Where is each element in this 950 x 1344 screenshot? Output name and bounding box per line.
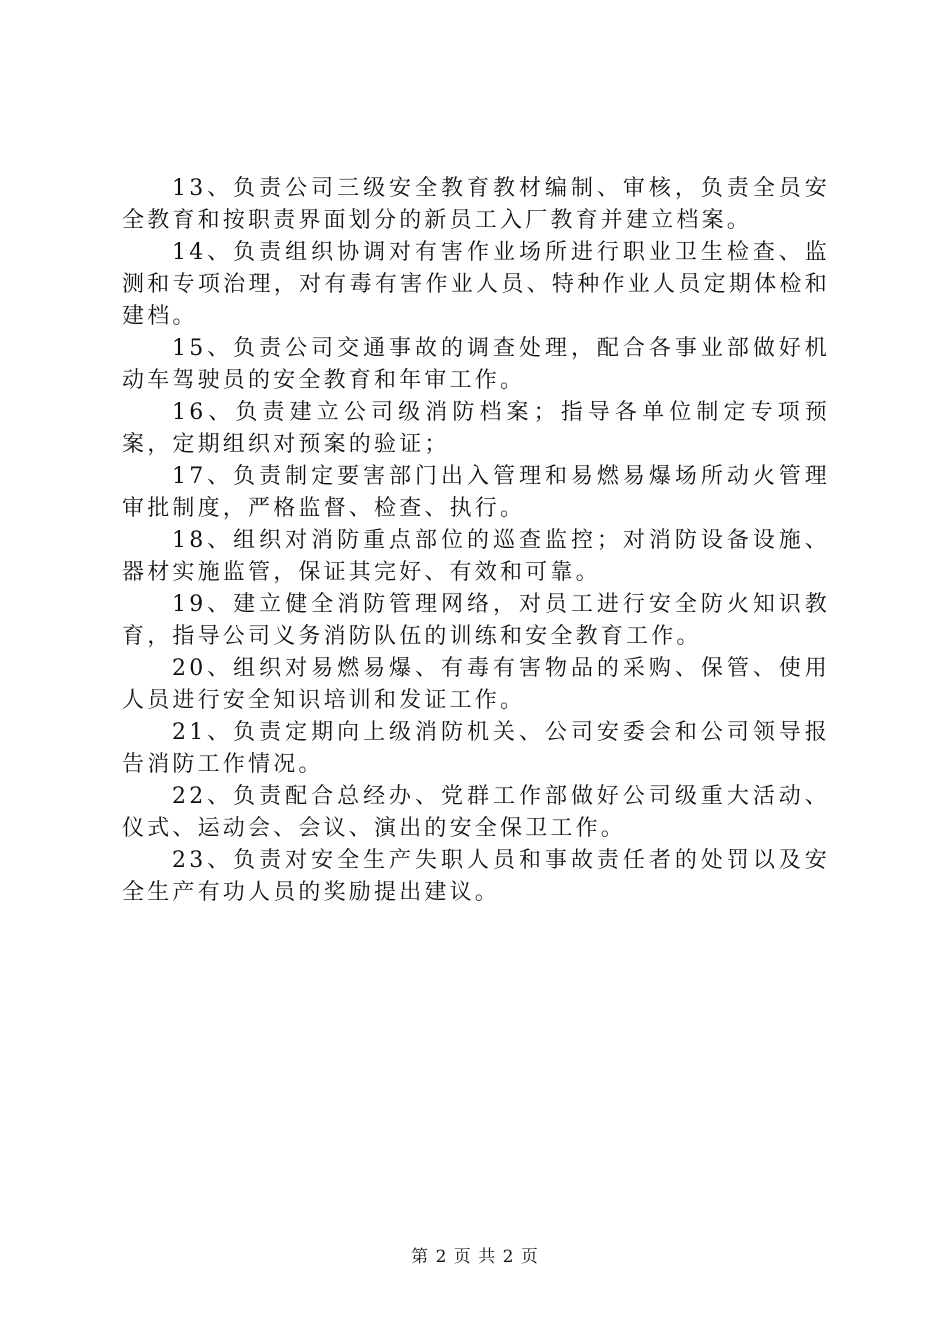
document-body bbox=[122, 173, 830, 909]
paragraph-20: 20、组织对易燃易爆、有毒有害物品的采购、保管、使用人员进行安全知识培训和发证工作。 bbox=[122, 656, 830, 713]
paragraph-21: 21、负责定期向上级消防机关、公司安委会和公司领导报告消防工作情况。 bbox=[122, 720, 830, 777]
paragraph-14: 14、负责组织协调对有害作业场所进行职业卫生检查、监测和专项治理，对有毒有害作业人员、特种作业人员定期体检和建档。 bbox=[122, 240, 830, 329]
paragraph-19: 19、建立健全消防管理网络，对员工进行安全防火知识教育，指导公司义务消防队伍的训练和安全教育工作。 bbox=[122, 592, 830, 649]
paragraph-17: 17、负责制定要害部门出入管理和易燃易爆场所动火管理审批制度，严格监督、检查、执行。 bbox=[122, 464, 830, 521]
paragraph-18: 18、组织对消防重点部位的巡查监控；对消防设备设施、器材实施监管，保证其完好、有效和可靠。 bbox=[122, 528, 830, 585]
paragraph-15: 15、负责公司交通事故的调查处理，配合各事业部做好机动车驾驶员的安全教育和年审工作。 bbox=[122, 336, 830, 393]
paragraph-13: 13、负责公司三级安全教育教材编制、审核，负责全员安全教育和按职责界面划分的新员工入厂教育并建立档案。 bbox=[122, 176, 830, 233]
paragraph-23: 23、负责对安全生产失职人员和事故责任者的处罚以及安全生产有功人员的奖励提出建议。 bbox=[122, 848, 830, 905]
paragraph-16: 16、负责建立公司级消防档案；指导各单位制定专项预案，定期组织对预案的验证； bbox=[122, 400, 830, 457]
page-number-footer: 第 2 页 共 2 页 bbox=[411, 1247, 539, 1267]
paragraph-22: 22、负责配合总经办、党群工作部做好公司级重大活动、仪式、运动会、会议、演出的安全保卫工作。 bbox=[122, 784, 830, 841]
